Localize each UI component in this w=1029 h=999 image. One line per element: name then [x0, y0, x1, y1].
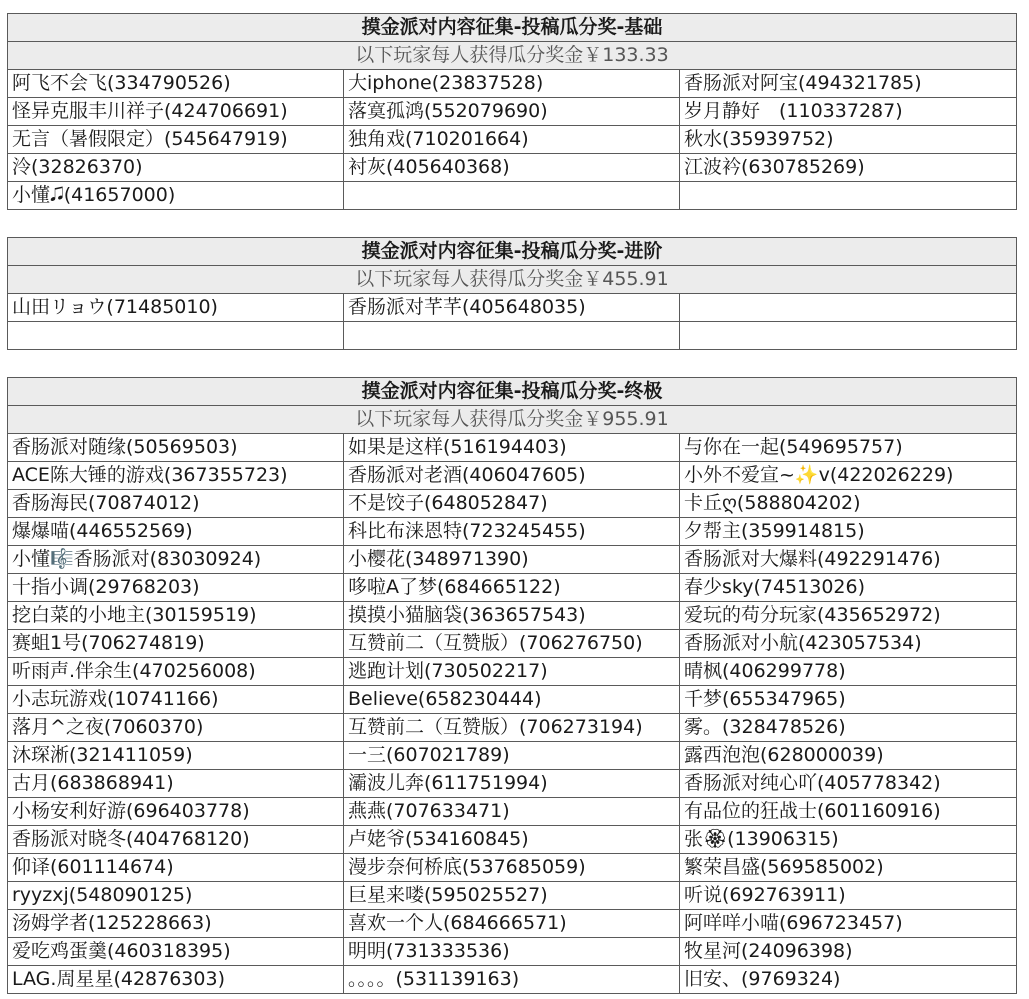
player-cell: 露西泡泡(628000039) [680, 742, 1017, 770]
player-cell: 爆爆喵(446552569) [8, 518, 344, 546]
player-cell: 繁荣昌盛(569585002) [680, 854, 1017, 882]
player-cell [680, 294, 1017, 322]
player-cell: 晴枫(406299778) [680, 658, 1017, 686]
table-row [8, 98, 1017, 126]
player-cell: 汤姆学者(125228663) [8, 910, 344, 938]
player-cell: 仰译(601114674) [8, 854, 344, 882]
player-cell: 大iphone(23837528) [344, 70, 680, 98]
player-cell: 落寞孤鸿(552079690) [344, 98, 680, 126]
table-row [8, 322, 1017, 350]
player-cell: 爱吃鸡蛋羹(460318395) [8, 938, 344, 966]
table-row [8, 910, 1017, 938]
player-cell: 小懂🎜(41657000) [8, 182, 344, 210]
player-cell: 岁月静好 (110337287) [680, 98, 1017, 126]
award-table-ultimate [7, 377, 1016, 994]
player-cell: 沐琛淅(321411059) [8, 742, 344, 770]
player-cell: 香肠派对纯心吖(405778342) [680, 770, 1017, 798]
player-cell: 雾。(328478526) [680, 714, 1017, 742]
section-subtitle: 以下玩家每人获得瓜分奖金￥955.91 [8, 406, 1017, 434]
player-cell [344, 182, 680, 210]
player-cell: 香肠派对大爆料(492291476) [680, 546, 1017, 574]
table-row [8, 70, 1017, 98]
table-row [8, 126, 1017, 154]
player-cell: 卡丘ღ(588804202) [680, 490, 1017, 518]
table-row [8, 938, 1017, 966]
table-row [8, 182, 1017, 210]
player-cell: 听说(692763911) [680, 882, 1017, 910]
player-cell: 旧安、(9769324) [680, 966, 1017, 994]
table-row [8, 490, 1017, 518]
player-cell: 不是饺子(648052847) [344, 490, 680, 518]
player-cell: 江波衿(630785269) [680, 154, 1017, 182]
table-row [8, 966, 1017, 994]
player-cell: 互赞前二（互赞版）(706276750) [344, 630, 680, 658]
player-cell: 赛蛆1号(706274819) [8, 630, 344, 658]
section-subtitle: 以下玩家每人获得瓜分奖金￥133.33 [8, 42, 1017, 70]
player-cell: 香肠派对晓冬(404768120) [8, 826, 344, 854]
player-cell: 阿飞不会飞(334790526) [8, 70, 344, 98]
player-cell: 巨星来喽(595025527) [344, 882, 680, 910]
player-cell: 独角戏(710201664) [344, 126, 680, 154]
player-cell: 香肠派对随缘(50569503) [8, 434, 344, 462]
section-title: 摸金派对内容征集-投稿瓜分奖-终极 [8, 378, 1017, 406]
player-cell: 小樱花(348971390) [344, 546, 680, 574]
player-cell: 哆啦A了梦(684665122) [344, 574, 680, 602]
player-cell: ACE陈大锤的游戏(367355723) [8, 462, 344, 490]
player-cell: 夕帮主(359914815) [680, 518, 1017, 546]
player-cell: 互赞前二（互赞版）(706273194) [344, 714, 680, 742]
player-cell: 小杨安利好游(696403778) [8, 798, 344, 826]
table-row [8, 630, 1017, 658]
player-cell: 十指小调(29768203) [8, 574, 344, 602]
player-cell: 明明(731333536) [344, 938, 680, 966]
table-row [8, 434, 1017, 462]
player-cell: 泠(32826370) [8, 154, 344, 182]
player-cell: 漫步奈何桥底(537685059) [344, 854, 680, 882]
player-cell: 香肠派对芊芊(405648035) [344, 294, 680, 322]
player-cell: 香肠派对阿宝(494321785) [680, 70, 1017, 98]
player-cell: 怪异克服丰川祥子(424706691) [8, 98, 344, 126]
player-cell [680, 322, 1017, 350]
table-row [8, 826, 1017, 854]
award-table [7, 13, 1017, 210]
award-table-basic [7, 13, 1016, 210]
player-cell: 科比布涞恩特(723245455) [344, 518, 680, 546]
player-cell: 燕燕(707633471) [344, 798, 680, 826]
player-cell: 摸摸小猫脑袋(363657543) [344, 602, 680, 630]
table-row [8, 546, 1017, 574]
player-cell: Believe(658230444) [344, 686, 680, 714]
table-row [8, 462, 1017, 490]
player-cell: 香肠派对小航(423057534) [680, 630, 1017, 658]
table-row [8, 770, 1017, 798]
player-cell: 一三(607021789) [344, 742, 680, 770]
player-cell: 无言（暑假限定）(545647919) [8, 126, 344, 154]
award-table-advanced [7, 237, 1016, 350]
player-cell: ryyzxj(548090125) [8, 882, 344, 910]
table-row [8, 714, 1017, 742]
player-cell: 香肠海民(70874012) [8, 490, 344, 518]
player-cell: 灞波儿奔(611751994) [344, 770, 680, 798]
table-row [8, 154, 1017, 182]
player-cell: 香肠派对老酒(406047605) [344, 462, 680, 490]
table-row [8, 574, 1017, 602]
player-cell: 挖白菜的小地主(30159519) [8, 602, 344, 630]
table-row [8, 294, 1017, 322]
player-cell: 爱玩的苟分玩家(435652972) [680, 602, 1017, 630]
table-row [8, 518, 1017, 546]
player-cell: 落月^之夜(7060370) [8, 714, 344, 742]
player-cell: 秋水(35939752) [680, 126, 1017, 154]
player-cell [680, 182, 1017, 210]
player-cell: 。。。。(531139163) [344, 966, 680, 994]
award-table [7, 237, 1017, 350]
player-cell: 小懂🎼香肠派对(83030924) [8, 546, 344, 574]
table-row [8, 602, 1017, 630]
table-row [8, 854, 1017, 882]
player-cell: 山田リョウ(71485010) [8, 294, 344, 322]
table-row [8, 882, 1017, 910]
player-cell: 卢姥爷(534160845) [344, 826, 680, 854]
player-cell: 有品位的狂战士(601160916) [680, 798, 1017, 826]
player-cell: 逃跑计划(730502217) [344, 658, 680, 686]
player-cell: 喜欢一个人(684666571) [344, 910, 680, 938]
table-row [8, 658, 1017, 686]
player-cell: 与你在一起(549695757) [680, 434, 1017, 462]
player-cell: 张🏵(13906315) [680, 826, 1017, 854]
section-title: 摸金派对内容征集-投稿瓜分奖-进阶 [8, 238, 1017, 266]
table-row [8, 798, 1017, 826]
player-cell: 千梦(655347965) [680, 686, 1017, 714]
award-table [7, 377, 1017, 994]
player-cell [8, 322, 344, 350]
table-row [8, 686, 1017, 714]
player-cell: 古月(683868941) [8, 770, 344, 798]
player-cell: 小志玩游戏(10741166) [8, 686, 344, 714]
section-title: 摸金派对内容征集-投稿瓜分奖-基础 [8, 14, 1017, 42]
player-cell: 小外不爱宣~✨v(422026229) [680, 462, 1017, 490]
player-cell [344, 322, 680, 350]
player-cell: 牧星河(24096398) [680, 938, 1017, 966]
player-cell: 阿咩咩小喵(696723457) [680, 910, 1017, 938]
player-cell: LAG.周星星(42876303) [8, 966, 344, 994]
table-row [8, 742, 1017, 770]
section-subtitle: 以下玩家每人获得瓜分奖金￥455.91 [8, 266, 1017, 294]
player-cell: 春少sky(74513026) [680, 574, 1017, 602]
player-cell: 听雨声.伴余生(470256008) [8, 658, 344, 686]
player-cell: 如果是这样(516194403) [344, 434, 680, 462]
player-cell: 衬灰(405640368) [344, 154, 680, 182]
